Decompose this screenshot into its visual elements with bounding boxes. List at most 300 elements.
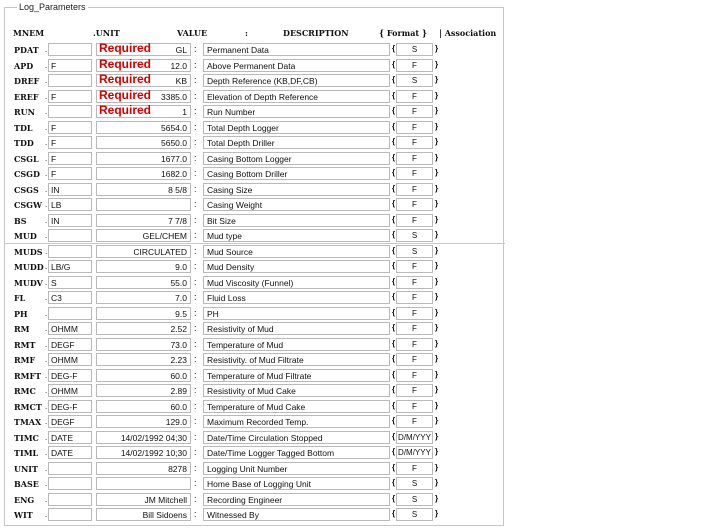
unit-field[interactable]: DATE — [48, 446, 92, 459]
unit-dot: . — [45, 169, 48, 178]
description-field[interactable]: Mud Viscosity (Funnel) — [203, 276, 390, 289]
format-close-brace: } — [435, 400, 439, 410]
format-open-brace: { — [392, 183, 396, 193]
unit-dot: . — [45, 107, 48, 116]
colon-separator: : — [194, 168, 197, 178]
colon-separator: : — [194, 447, 197, 457]
colon-separator: : — [194, 183, 197, 194]
format-open-brace: { — [392, 106, 396, 115]
unit-dot: . — [45, 463, 48, 473]
mnemonic-label: MUD — [14, 231, 37, 241]
unit-field[interactable] — [48, 477, 92, 490]
format-close-brace: } — [435, 493, 439, 503]
value-field[interactable]: KB — [96, 74, 191, 87]
mnemonic-label: WIT — [14, 510, 33, 520]
header-value: VALUE — [177, 28, 208, 38]
format-open-brace: { — [392, 230, 396, 239]
description-field[interactable]: Mud Density — [203, 260, 390, 273]
value-field[interactable]: 1677.0 — [96, 152, 191, 165]
unit-dot: . — [45, 355, 48, 364]
unit-dot: . — [45, 417, 48, 426]
unit-dot: . — [45, 277, 48, 287]
value-field[interactable]: GEL/CHEM — [96, 229, 191, 242]
format-field[interactable]: F — [396, 152, 433, 165]
unit-field[interactable]: DEG-F — [48, 369, 92, 382]
header-association: | Association — [439, 28, 497, 38]
format-close-brace: } — [435, 44, 439, 53]
format-field[interactable]: F — [396, 307, 433, 320]
mnemonic-label: MUDS — [14, 246, 43, 257]
mnemonic-label: ENG — [14, 494, 35, 505]
parameter-row — [5, 492, 503, 508]
format-close-brace: } — [435, 152, 439, 162]
description-field[interactable]: Casing Size — [203, 183, 390, 196]
unit-dot: . — [45, 448, 48, 457]
mnemonic-label: CSGW — [14, 200, 42, 210]
parameter-row — [5, 197, 503, 213]
unit-field[interactable]: F — [48, 152, 92, 165]
parameter-row — [5, 430, 503, 446]
format-field[interactable]: F — [396, 400, 433, 413]
colon-separator: : — [194, 245, 197, 256]
mnemonic-label: RMCT — [14, 401, 42, 412]
format-close-brace: } — [435, 245, 439, 255]
description-field[interactable]: Logging Unit Number — [203, 462, 390, 475]
colon-separator: : — [194, 121, 197, 132]
colon-separator: : — [194, 323, 197, 333]
value-field[interactable] — [96, 477, 191, 490]
colon-separator: : — [194, 276, 197, 287]
colon-separator: : — [194, 369, 197, 380]
unit-field[interactable]: S — [48, 276, 92, 289]
format-open-brace: { — [392, 431, 396, 441]
value-field[interactable]: 12.0 — [96, 59, 191, 72]
unit-field[interactable]: IN — [48, 214, 92, 227]
value-field[interactable]: 60.0 — [96, 369, 191, 382]
value-field[interactable]: 8278 — [96, 462, 191, 475]
unit-dot: . — [45, 339, 48, 349]
unit-field[interactable]: DATE — [48, 431, 92, 444]
value-field[interactable]: CIRCULATED — [96, 245, 191, 258]
value-field[interactable]: 7 7/8 — [96, 214, 191, 227]
format-field[interactable]: S — [396, 477, 433, 490]
mnemonic-label: RMF — [14, 355, 36, 365]
description-field[interactable]: Mud Source — [203, 245, 390, 258]
value-field[interactable]: 5654.0 — [96, 121, 191, 134]
format-field[interactable]: F — [396, 260, 433, 273]
format-open-brace: { — [392, 152, 396, 162]
colon-separator: : — [194, 385, 197, 395]
format-open-brace: { — [392, 168, 396, 177]
log-parameters-panel — [4, 2, 504, 526]
format-open-brace: { — [392, 245, 396, 255]
value-field[interactable]: 73.0 — [96, 338, 191, 351]
unit-dot: . — [45, 432, 48, 442]
format-open-brace: { — [392, 59, 396, 69]
format-close-brace: } — [435, 307, 439, 317]
format-close-brace: } — [435, 199, 439, 208]
value-field[interactable]: 1 — [96, 105, 191, 118]
parameter-row — [5, 58, 503, 74]
format-field[interactable]: S — [396, 229, 433, 242]
format-close-brace: } — [435, 137, 439, 146]
value-field[interactable]: 1682.0 — [96, 167, 191, 180]
header-unit: .UNIT — [93, 28, 120, 38]
description-field[interactable]: Date/Time Logger Tagged Bottom — [203, 446, 390, 459]
unit-field[interactable]: OHMM — [48, 322, 92, 335]
value-field[interactable] — [96, 198, 191, 211]
unit-field[interactable] — [48, 245, 92, 258]
format-open-brace: { — [392, 261, 396, 270]
description-field[interactable]: Casing Bottom Driller — [203, 167, 390, 180]
parameter-row — [5, 445, 503, 461]
format-open-brace: { — [392, 276, 396, 286]
description-field[interactable]: Resistivity of Mud Cake — [203, 384, 390, 397]
description-field[interactable]: Run Number — [203, 105, 390, 118]
header-format: { Format } — [379, 28, 427, 38]
format-close-brace: } — [435, 90, 439, 100]
mnemonic-label: FL — [14, 293, 26, 303]
parameter-row — [5, 89, 503, 105]
mnemonic-label: TMAX — [14, 417, 42, 427]
format-field[interactable]: F — [396, 59, 433, 72]
format-close-brace: } — [435, 431, 439, 441]
mnemonic-label: CSGL — [14, 153, 39, 164]
unit-field[interactable] — [48, 43, 92, 56]
format-close-brace: } — [435, 106, 439, 115]
format-open-brace: { — [392, 323, 396, 332]
required-marker: Required — [99, 72, 152, 86]
value-field[interactable]: 55.0 — [96, 276, 191, 289]
value-field[interactable]: 5650.0 — [96, 136, 191, 149]
description-field[interactable]: Permanent Data — [203, 43, 390, 56]
parameter-row — [5, 507, 503, 523]
required-marker: Required — [99, 103, 152, 117]
format-field[interactable]: S — [396, 493, 433, 506]
header-description: DESCRIPTION — [283, 28, 349, 38]
value-field[interactable]: GL — [96, 43, 191, 56]
value-field[interactable]: 3385.0 — [96, 90, 191, 103]
format-close-brace: } — [435, 292, 439, 301]
description-field[interactable]: Home Base of Logging Unit — [203, 477, 390, 490]
header-mnem: MNEM — [13, 28, 45, 38]
format-open-brace: { — [392, 369, 396, 379]
mnemonic-label: RUN — [14, 107, 35, 117]
colon-separator: : — [194, 307, 197, 318]
description-field[interactable]: Resistivity. of Mud Filtrate — [203, 353, 390, 366]
parameter-row — [5, 104, 503, 120]
description-field[interactable]: Temperature of Mud — [203, 338, 390, 351]
unit-field[interactable]: IN — [48, 183, 92, 196]
description-field[interactable]: Bit Size — [203, 214, 390, 227]
format-close-brace: } — [435, 183, 439, 193]
format-field[interactable]: F — [396, 198, 433, 211]
panel-title: Log_Parameters — [19, 2, 86, 12]
colon-separator: : — [194, 230, 197, 240]
description-field[interactable]: Above Permanent Data — [203, 59, 390, 72]
format-open-brace: { — [392, 307, 396, 317]
value-field[interactable]: 2.23 — [96, 353, 191, 366]
unit-dot: . — [45, 386, 48, 395]
format-open-brace: { — [392, 462, 396, 472]
parameter-row — [5, 166, 503, 182]
mnemonic-label: APD — [14, 60, 34, 71]
format-close-brace: } — [435, 75, 439, 84]
format-field[interactable]: F — [396, 276, 433, 289]
parameter-row — [5, 461, 503, 477]
unit-field[interactable] — [48, 462, 92, 475]
format-field[interactable]: F — [396, 183, 433, 196]
format-field[interactable]: F — [396, 415, 433, 428]
parameter-row — [5, 321, 503, 337]
format-field[interactable]: S — [396, 74, 433, 87]
format-field[interactable]: F — [396, 369, 433, 382]
format-open-brace: { — [392, 400, 396, 410]
format-field[interactable]: D/M/YYY — [396, 431, 433, 444]
unit-field[interactable]: F — [48, 121, 92, 134]
unit-field[interactable]: F — [48, 90, 92, 103]
colon-separator: : — [194, 416, 197, 426]
colon-separator: : — [194, 493, 197, 504]
colon-separator: : — [194, 338, 197, 349]
format-close-brace: } — [435, 230, 439, 239]
format-open-brace: { — [392, 75, 396, 84]
unit-field[interactable]: OHMM — [48, 384, 92, 397]
unit-field[interactable]: DEGF — [48, 338, 92, 351]
format-open-brace: { — [392, 90, 396, 100]
format-field[interactable]: S — [396, 245, 433, 258]
parameter-row — [5, 352, 503, 368]
format-close-brace: } — [435, 447, 439, 456]
parameter-row — [5, 306, 503, 322]
unit-field[interactable]: DEGF — [48, 415, 92, 428]
mnemonic-label: RM — [14, 324, 30, 334]
description-field[interactable]: Temperature of Mud Cake — [203, 400, 390, 413]
colon-separator: : — [194, 354, 197, 364]
format-field[interactable]: F — [396, 121, 433, 134]
unit-dot: . — [45, 138, 48, 147]
colon-separator: : — [194, 214, 197, 225]
format-close-brace: } — [435, 509, 439, 518]
value-field[interactable]: 129.0 — [96, 415, 191, 428]
unit-dot: . — [45, 324, 48, 333]
format-field[interactable]: F — [396, 136, 433, 149]
mnemonic-label: RMT — [14, 339, 36, 350]
mnemonic-label: UNIT — [14, 463, 38, 474]
format-open-brace: { — [392, 478, 396, 487]
format-field[interactable]: F — [396, 322, 433, 335]
mnemonic-label: DREF — [14, 76, 40, 86]
parameter-row — [5, 337, 503, 353]
value-field[interactable]: 9.0 — [96, 260, 191, 273]
parameter-row — [5, 135, 503, 151]
unit-field[interactable]: F — [48, 136, 92, 149]
unit-field[interactable]: DEG-F — [48, 400, 92, 413]
unit-field[interactable] — [48, 493, 92, 506]
format-field[interactable]: F — [396, 214, 433, 227]
unit-dot: . — [45, 122, 48, 132]
unit-dot: . — [45, 215, 48, 225]
mnemonic-label: RMC — [14, 386, 36, 396]
colon-separator: : — [194, 462, 197, 473]
colon-separator: : — [194, 400, 197, 411]
description-field[interactable]: Resistivity of Mud — [203, 322, 390, 335]
format-field[interactable]: F — [396, 462, 433, 475]
colon-separator: : — [194, 509, 197, 519]
parameter-row — [5, 213, 503, 229]
column-header-row — [13, 28, 503, 40]
parameter-row — [5, 290, 503, 306]
value-field[interactable]: 8 5/8 — [96, 183, 191, 196]
unit-dot: . — [45, 45, 48, 54]
format-close-brace: } — [435, 121, 439, 131]
unit-field[interactable] — [48, 508, 92, 521]
description-field[interactable]: Casing Weight — [203, 198, 390, 211]
unit-dot: . — [45, 153, 48, 163]
format-open-brace: { — [392, 338, 396, 348]
parameter-row — [5, 73, 503, 89]
required-marker: Required — [99, 41, 152, 55]
format-close-brace: } — [435, 59, 439, 69]
format-field[interactable]: D/M/YYY — [396, 446, 433, 459]
format-field[interactable]: F — [396, 291, 433, 304]
parameter-row — [5, 476, 503, 492]
unit-field[interactable]: F — [48, 167, 92, 180]
mnemonic-label: TIML — [14, 448, 39, 458]
value-field[interactable]: 7.0 — [96, 291, 191, 304]
format-close-brace: } — [435, 385, 439, 394]
format-close-brace: } — [435, 214, 439, 224]
parameter-row — [5, 259, 503, 275]
description-field[interactable]: Maximum Recorded Temp. — [203, 415, 390, 428]
unit-dot: . — [45, 401, 48, 411]
unit-dot: . — [45, 246, 48, 256]
value-field[interactable]: 14/02/1992 04;30 — [96, 431, 191, 444]
unit-dot: . — [45, 76, 48, 85]
format-open-brace: { — [392, 44, 396, 53]
colon-separator: : — [194, 137, 197, 147]
format-close-brace: } — [435, 338, 439, 348]
description-field[interactable]: Witnessed By — [203, 508, 390, 521]
mnemonic-label: CSGS — [14, 184, 39, 195]
value-field[interactable]: Bill Sidoens — [96, 508, 191, 521]
format-close-brace: } — [435, 478, 439, 487]
format-field[interactable]: F — [396, 167, 433, 180]
description-field[interactable]: Fluid Loss — [203, 291, 390, 304]
parameter-row — [5, 244, 503, 260]
unit-field[interactable]: F — [48, 59, 92, 72]
mnemonic-label: TDL — [14, 122, 33, 133]
required-marker: Required — [99, 56, 152, 71]
format-close-brace: } — [435, 168, 439, 177]
unit-field[interactable] — [48, 74, 92, 87]
unit-field[interactable] — [48, 229, 92, 242]
parameter-row — [5, 275, 503, 291]
format-field[interactable]: S — [396, 508, 433, 521]
mnemonic-label: RMFT — [14, 370, 42, 381]
value-field[interactable]: 60.0 — [96, 400, 191, 413]
format-field[interactable]: F — [396, 338, 433, 351]
format-close-brace: } — [435, 354, 439, 363]
parameter-row — [5, 182, 503, 198]
description-field[interactable]: Casing Bottom Logger — [203, 152, 390, 165]
unit-dot: . — [45, 91, 48, 101]
mnemonic-label: BASE — [14, 479, 39, 489]
unit-field[interactable]: OHMM — [48, 353, 92, 366]
unit-field[interactable] — [48, 307, 92, 320]
mnemonic-label: CSGD — [14, 169, 40, 179]
unit-dot: . — [45, 262, 48, 271]
mnemonic-label: TIMC — [14, 432, 39, 443]
description-field[interactable]: Recording Engineer — [203, 493, 390, 506]
unit-dot: . — [45, 479, 48, 488]
description-field[interactable]: Temperature of Mud Filtrate — [203, 369, 390, 382]
unit-dot: . — [45, 293, 48, 302]
format-open-brace: { — [392, 447, 396, 456]
value-field[interactable]: 9.5 — [96, 307, 191, 320]
value-field[interactable]: 2.52 — [96, 322, 191, 335]
format-field[interactable]: F — [396, 384, 433, 397]
format-field[interactable]: F — [396, 90, 433, 103]
description-field[interactable]: Total Depth Driller — [203, 136, 390, 149]
value-field[interactable]: 14/02/1992 10;30 — [96, 446, 191, 459]
mnemonic-label: TDD — [14, 138, 34, 148]
format-close-brace: } — [435, 369, 439, 379]
format-open-brace: { — [392, 493, 396, 503]
parameter-row — [5, 151, 503, 167]
format-field[interactable]: F — [396, 105, 433, 118]
colon-separator: : — [194, 44, 197, 54]
description-field[interactable]: Depth Reference (KB,DF,CB) — [203, 74, 390, 87]
format-open-brace: { — [392, 509, 396, 518]
unit-dot: . — [45, 494, 48, 504]
unit-dot: . — [45, 231, 48, 240]
format-close-brace: } — [435, 462, 439, 472]
colon-separator: : — [194, 90, 197, 101]
description-field[interactable]: Total Depth Logger — [203, 121, 390, 134]
unit-field[interactable]: LB — [48, 198, 92, 211]
unit-dot: . — [45, 308, 48, 318]
unit-field[interactable] — [48, 105, 92, 118]
parameter-row — [5, 368, 503, 384]
description-field[interactable]: PH — [203, 307, 390, 320]
description-field[interactable]: Elevation of Depth Reference — [203, 90, 390, 103]
format-field[interactable]: S — [396, 43, 433, 56]
value-field[interactable]: 2.89 — [96, 384, 191, 397]
colon-separator: : — [194, 59, 197, 70]
parameter-row — [5, 414, 503, 430]
colon-separator: : — [194, 431, 197, 442]
description-field[interactable]: Mud type — [203, 229, 390, 242]
unit-field[interactable]: LB/G — [48, 260, 92, 273]
parameter-row — [5, 42, 503, 58]
description-field[interactable]: Date/Time Circulation Stopped — [203, 431, 390, 444]
format-open-brace: { — [392, 199, 396, 208]
format-open-brace: { — [392, 385, 396, 394]
colon-separator: : — [194, 261, 197, 271]
colon-separator: : — [194, 106, 197, 116]
unit-field[interactable]: C3 — [48, 291, 92, 304]
format-close-brace: } — [435, 416, 439, 425]
colon-separator: : — [194, 152, 197, 163]
parameter-row — [5, 120, 503, 136]
parameter-row — [5, 399, 503, 415]
format-open-brace: { — [392, 121, 396, 131]
format-field[interactable]: F — [396, 353, 433, 366]
mnemonic-label: MUDV — [14, 277, 43, 288]
value-field[interactable]: JM Mitchell — [96, 493, 191, 506]
mnemonic-label: MUDD — [14, 262, 44, 272]
